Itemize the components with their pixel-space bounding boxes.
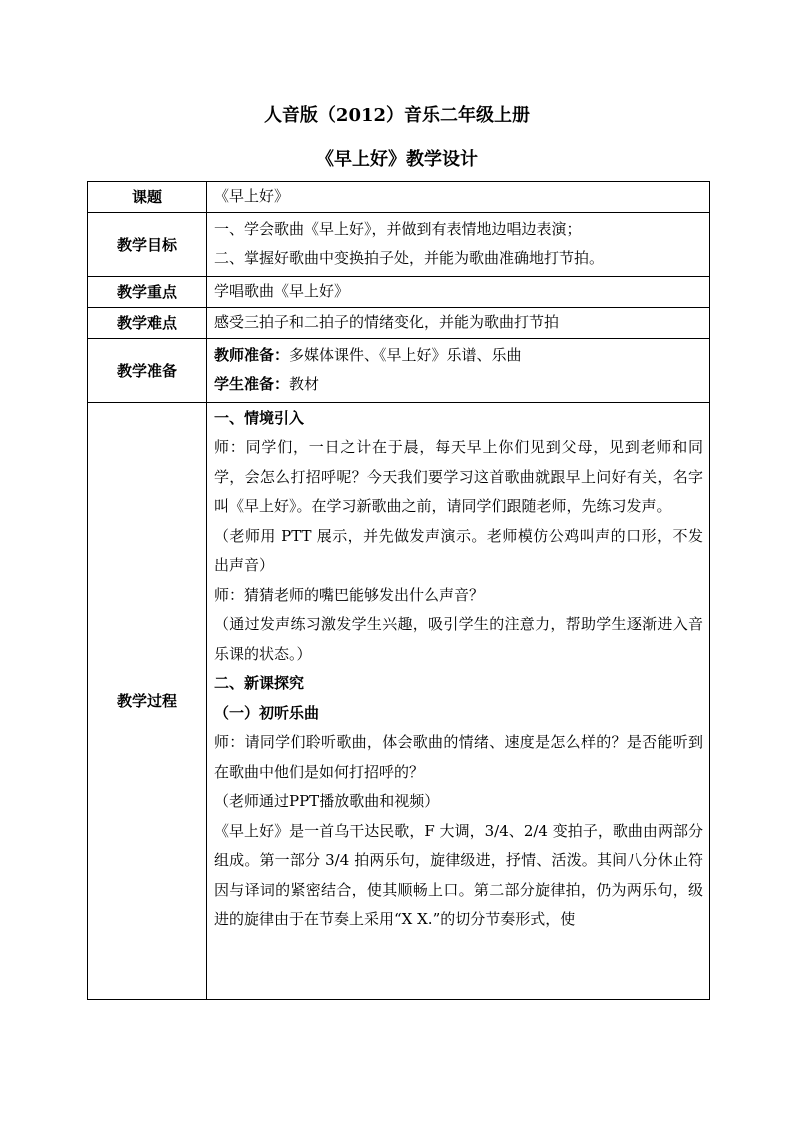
row-difficulty bbox=[88, 307, 710, 338]
difficulty-text: 感受三拍子和二拍子的情绪变化，并能为歌曲打节拍 bbox=[214, 312, 560, 331]
process-paragraph-4: （通过发声练习激发学生兴趣，吸引学生的注意力，帮助学生逐渐进入音乐课的状态。） bbox=[214, 615, 703, 663]
row-topic bbox=[88, 182, 710, 213]
value-objectives bbox=[207, 212, 710, 276]
section-1-heading: 一、情境引入 bbox=[214, 408, 305, 427]
section-2-heading: 二、新课探究 bbox=[214, 674, 305, 692]
label-difficulty: 教学难点 bbox=[88, 307, 207, 338]
topic-text: 《早上好》 bbox=[214, 187, 290, 205]
label-topic: 课题 bbox=[88, 182, 207, 213]
teacher-preparation-value: 多媒体课件、《早上好》乐谱、乐曲 bbox=[289, 345, 522, 364]
subsection-1-heading: （一）初听乐曲 bbox=[214, 703, 320, 722]
row-objectives bbox=[88, 212, 710, 276]
objective-item-2: 二、掌握好歌曲中变换拍子处，并能为歌曲准确地打节拍。 bbox=[214, 249, 605, 267]
row-preparation bbox=[88, 338, 710, 402]
process-paragraph-6: （老师通过PPT播放歌曲和视频） bbox=[214, 792, 440, 810]
objective-item-1: 一、学会歌曲《早上好》，并做到有表情地边唱边表演； bbox=[214, 219, 582, 238]
key-point-text: 学唱歌曲《早上好》 bbox=[214, 281, 350, 300]
label-preparation: 教学准备 bbox=[88, 338, 207, 402]
process-paragraph-5: 师：请同学们聆听歌曲，体会歌曲的情绪、速度是怎么样的？是否能听到在歌曲中他们是如何打招呼的？ bbox=[214, 733, 703, 781]
value-preparation bbox=[207, 338, 710, 402]
process-paragraph-1: 师：同学们，一日之计在于晨，每天早上你们见到父母，见到老师和同学，会怎么打招呼呢？今天我们要学习这首歌曲就跟早上问好有关，名字叫《早上好》。在学习新歌曲之前，请同学们跟随老师，先练习发声。 bbox=[214, 438, 703, 515]
value-difficulty bbox=[207, 307, 710, 338]
document-subtitle: 《早上好》教学设计 bbox=[316, 149, 478, 170]
process-paragraph-2: （老师用 PTT 展示，并先做发声演示。老师模仿公鸡叫声的口形，不发出声音） bbox=[214, 526, 703, 574]
student-preparation bbox=[214, 370, 703, 400]
label-key-point: 教学重点 bbox=[88, 276, 207, 307]
document-title: 人音版（2012）音乐二年级上册 bbox=[263, 105, 531, 126]
label-objectives: 教学目标 bbox=[88, 212, 207, 276]
teacher-preparation-label: 教师准备： bbox=[214, 345, 290, 364]
row-key-point bbox=[88, 276, 710, 307]
value-topic bbox=[207, 182, 710, 213]
student-preparation-label: 学生准备： bbox=[214, 375, 290, 393]
row-process bbox=[88, 402, 710, 999]
value-key-point bbox=[207, 276, 710, 307]
lesson-plan-table bbox=[87, 181, 710, 1000]
process-paragraph-7: 《早上好》是一首乌干达民歌，F 大调，3/4、2/4 变拍子，歌曲由两部分组成。第一部分 3/4 拍两乐句，旋律级进，抒情、活泼。其间八分休止符因与译词的紧密结合，使其顺畅上口。第二部分旋律拍，仍为两乐句，级进的旋律由于在节奏上采用“X X.”的切分节奏形式，使 bbox=[214, 821, 703, 928]
student-preparation-value: 教材 bbox=[289, 375, 320, 393]
value-process bbox=[207, 402, 710, 999]
label-process: 教学过程 bbox=[88, 402, 207, 999]
teacher-preparation bbox=[214, 341, 703, 371]
process-paragraph-3: 师：猜猜老师的嘴巴能够发出什么声音？ bbox=[214, 585, 485, 604]
